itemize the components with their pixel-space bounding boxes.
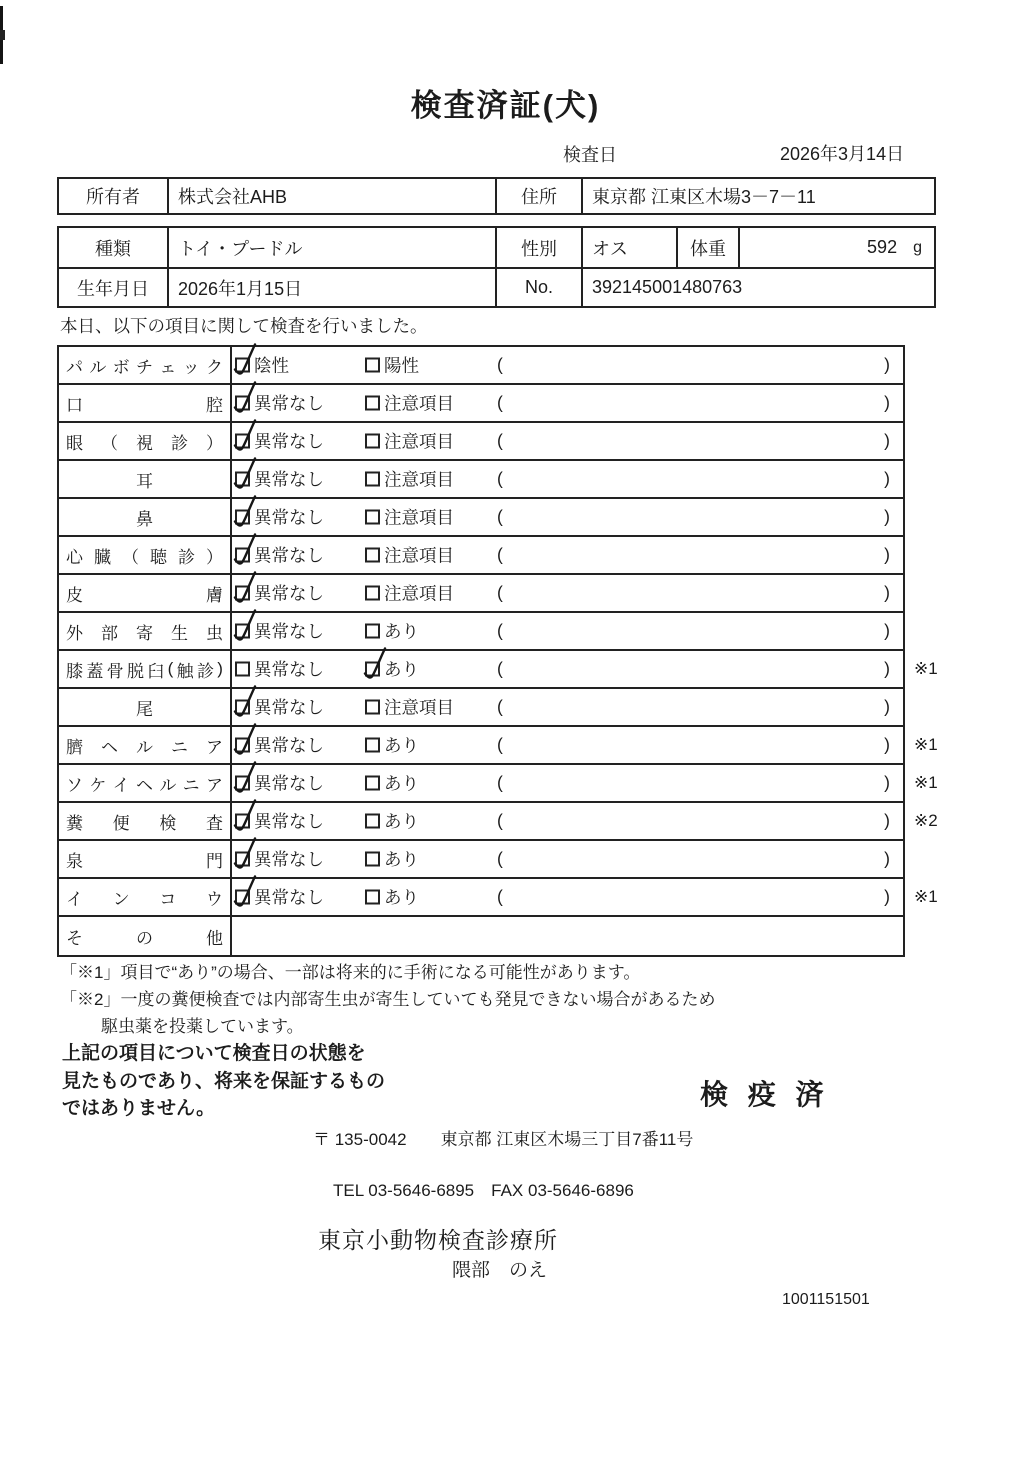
breed-value: トイ・プードル (169, 228, 497, 267)
option-1 (235, 733, 324, 758)
check-item-content (232, 461, 903, 497)
check-table-row (59, 575, 903, 613)
disclaimer-line-3: ではありません。 (62, 1098, 216, 1119)
remark-paren-open: ( (497, 810, 503, 831)
check-table-row (59, 917, 903, 955)
option-2-label: 注意項目 (384, 697, 454, 718)
check-item-content (232, 347, 903, 383)
remark-paren-open: ( (497, 392, 503, 413)
option-2 (365, 771, 419, 796)
option-1-label: 異常なし (254, 849, 324, 870)
option-1-label: 異常なし (254, 621, 324, 642)
footnote-marker: ※2 (914, 811, 938, 830)
clinic-address: 〒 135-0042 東京都 江東区木場三丁目7番11号 (313, 1130, 694, 1149)
footnote-2: 「※2」一度の糞便検査では内部寄生虫が寄生していても発見できない場合があるため (60, 990, 716, 1009)
option-2 (365, 467, 454, 492)
owner-label: 所有者 (59, 179, 169, 213)
owner-table (57, 177, 936, 215)
footnote-marker: ※1 (914, 773, 938, 792)
check-item-name: イ ン コ ウ (59, 879, 232, 915)
option-2-label: 陽性 (384, 355, 419, 376)
option-1-label: 異常なし (254, 545, 324, 566)
remark-paren-close: ) (884, 620, 890, 641)
option-2 (365, 657, 419, 682)
scan-edge-artifact-2 (0, 30, 5, 40)
option-2-label: 注意項目 (384, 431, 454, 452)
sex-label: 性別 (497, 228, 583, 267)
option-2-label: あり (384, 659, 419, 680)
check-item-content (232, 803, 903, 839)
option-2-label: あり (384, 773, 419, 794)
check-item-content (232, 841, 903, 877)
check-item-name: ソ ケ イ ヘ ル ニ ア (59, 765, 232, 801)
check-table-row (59, 499, 903, 537)
inspection-date-label: 検査日 (563, 145, 617, 165)
handwritten-check-icon (232, 874, 258, 910)
remark-paren-close: ) (884, 696, 890, 717)
remark-paren-open: ( (497, 582, 503, 603)
weight-unit: g (913, 238, 922, 256)
checkbox-option-2 (365, 738, 380, 753)
examiner-name: 隈部 のえ (452, 1260, 548, 1281)
weight-value: 592 (867, 237, 898, 257)
option-1-label: 異常なし (254, 659, 324, 680)
remark-paren-close: ) (884, 658, 890, 679)
check-item-content (232, 575, 903, 611)
remark-paren-open: ( (497, 696, 503, 717)
option-1 (235, 847, 324, 872)
option-2 (365, 543, 454, 568)
option-1 (235, 771, 324, 796)
option-2 (365, 391, 454, 416)
checkbox-option-1 (235, 814, 250, 829)
option-2-label: あり (384, 621, 419, 642)
remark-paren-close: ) (884, 734, 890, 755)
check-table-row (59, 651, 938, 689)
checkbox-option-1 (235, 624, 250, 639)
check-item-name: 糞 便 検 査 (59, 803, 232, 839)
handwritten-check-icon (232, 570, 258, 606)
checkbox-option-2 (365, 434, 380, 449)
option-1 (235, 581, 324, 606)
option-2 (365, 505, 454, 530)
remark-paren-open: ( (497, 506, 503, 527)
handwritten-check-icon (232, 798, 258, 834)
option-1-label: 異常なし (254, 735, 324, 756)
check-table-row (59, 423, 903, 461)
option-1-label: 異常なし (254, 811, 324, 832)
check-table-row (59, 765, 938, 803)
remark-paren-open: ( (497, 468, 503, 489)
remark-paren-close: ) (884, 392, 890, 413)
option-2-label: あり (384, 887, 419, 908)
address-value: 東京都 江東区木場3－7－11 (592, 187, 816, 207)
intro-text: 本日、以下の項目に関して検査を行いました。 (60, 316, 428, 336)
remark-paren-open: ( (497, 544, 503, 565)
check-table-row (59, 879, 938, 917)
remark-paren-close: ) (884, 886, 890, 907)
disclaimer-line-1: 上記の項目について検査日の状態を (62, 1043, 366, 1064)
remark-paren-open: ( (497, 734, 503, 755)
checkbox-option-1 (235, 662, 250, 677)
option-2-label: あり (384, 849, 419, 870)
remark-paren-open: ( (497, 620, 503, 641)
check-table-row (59, 537, 903, 575)
handwritten-check-icon (232, 494, 258, 530)
checkbox-option-1 (235, 890, 250, 905)
option-1 (235, 657, 324, 682)
pet-table (57, 226, 936, 308)
checkbox-option-2 (365, 662, 380, 677)
option-2 (365, 429, 454, 454)
sex-value: オス (583, 228, 678, 267)
checkbox-option-1 (235, 548, 250, 563)
option-2-label: 注意項目 (384, 583, 454, 604)
checkbox-option-1 (235, 776, 250, 791)
check-item-name: 眼 （ 視 診 ） (59, 423, 232, 459)
check-item-name: 鼻 (59, 499, 232, 535)
checkbox-option-2 (365, 700, 380, 715)
check-item-name: 臍 ヘ ル ニ ア (59, 727, 232, 763)
checkbox-option-2 (365, 814, 380, 829)
check-table-row (59, 385, 903, 423)
option-1 (235, 467, 324, 492)
option-2 (365, 885, 419, 910)
option-1 (235, 695, 324, 720)
check-item-name: 心 臓 （ 聴 診 ） (59, 537, 232, 573)
disclaimer-line-2: 見たものであり、将来を保証するもの (62, 1070, 386, 1092)
handwritten-check-icon (362, 646, 388, 682)
check-item-name: 膝 蓋 骨 脱 臼 ( 触 診 ) (59, 651, 232, 687)
option-1-label: 異常なし (254, 393, 324, 414)
remark-paren-open: ( (497, 772, 503, 793)
option-1 (235, 885, 324, 910)
handwritten-check-icon (232, 684, 258, 720)
birthdate-label: 生年月日 (59, 269, 169, 306)
check-item-name: そ の 他 (59, 917, 232, 955)
handwritten-check-icon (232, 342, 258, 378)
breed-label: 種類 (59, 228, 169, 267)
option-1-label: 異常なし (254, 583, 324, 604)
remark-paren-close: ) (884, 354, 890, 375)
checkbox-option-1 (235, 586, 250, 601)
checkbox-option-2 (365, 548, 380, 563)
check-table-row (59, 461, 903, 499)
pet-table-row-1 (59, 228, 934, 267)
option-2-label: あり (384, 735, 419, 756)
id-number-value: 392145001480763 (592, 277, 743, 297)
pet-table-row-2 (59, 267, 934, 306)
check-item-content (232, 917, 903, 955)
check-item-name: 口 腔 (59, 385, 232, 421)
footnote-1: 「※1」項目で“あり”の場合、一部は将来的に手術になる可能性があります。 (60, 963, 641, 982)
id-number-label: No. (497, 269, 583, 306)
handwritten-check-icon (232, 760, 258, 796)
option-2 (365, 809, 419, 834)
check-item-content (232, 879, 903, 915)
check-item-content (232, 499, 903, 535)
option-2-label: 注意項目 (384, 393, 454, 414)
option-1-label: 陰性 (254, 355, 289, 376)
remark-paren-open: ( (497, 886, 503, 907)
checkbox-option-2 (365, 890, 380, 905)
checkbox-option-1 (235, 434, 250, 449)
handwritten-check-icon (232, 456, 258, 492)
check-table-row (59, 347, 903, 385)
option-2-label: 注意項目 (384, 545, 454, 566)
checkbox-option-2 (365, 510, 380, 525)
check-item-content (232, 385, 903, 421)
check-item-name: 泉 門 (59, 841, 232, 877)
check-item-content (232, 689, 903, 725)
remark-paren-close: ) (884, 848, 890, 869)
document-number: 1001151501 (782, 1291, 870, 1308)
option-2 (365, 619, 419, 644)
handwritten-check-icon (232, 836, 258, 872)
check-item-name: 皮 膚 (59, 575, 232, 611)
owner-value: 株式会社AHB (169, 179, 497, 213)
option-1 (235, 809, 324, 834)
checkbox-option-1 (235, 358, 250, 373)
checkbox-option-2 (365, 852, 380, 867)
remark-paren-close: ) (884, 772, 890, 793)
remark-paren-open: ( (497, 354, 503, 375)
option-1 (235, 391, 324, 416)
handwritten-check-icon (232, 418, 258, 454)
remark-paren-close: ) (884, 468, 890, 489)
handwritten-check-icon (232, 380, 258, 416)
check-table-row (59, 613, 903, 651)
check-item-content (232, 765, 903, 801)
option-2 (365, 581, 454, 606)
option-1-label: 異常なし (254, 697, 324, 718)
remark-paren-close: ) (884, 810, 890, 831)
option-1 (235, 353, 289, 378)
checkbox-option-2 (365, 472, 380, 487)
option-1 (235, 543, 324, 568)
checkbox-option-2 (365, 396, 380, 411)
checkbox-option-1 (235, 396, 250, 411)
check-table (57, 345, 938, 957)
check-table-row (59, 803, 938, 841)
check-item-name: 耳 (59, 461, 232, 497)
option-1 (235, 505, 324, 530)
handwritten-check-icon (232, 608, 258, 644)
birthdate-value: 2026年1月15日 (169, 269, 497, 306)
handwritten-check-icon (232, 722, 258, 758)
check-item-content (232, 423, 903, 459)
option-1 (235, 429, 324, 454)
footnote-marker: ※1 (914, 735, 938, 754)
checkbox-option-1 (235, 510, 250, 525)
footnote-marker: ※1 (914, 887, 938, 906)
check-item-content (232, 613, 903, 649)
check-table-row (59, 727, 938, 765)
checkbox-option-1 (235, 738, 250, 753)
remark-paren-close: ) (884, 430, 890, 451)
quarantine-passed-stamp: 検 疫 済 (700, 1079, 830, 1110)
owner-table-row (59, 179, 934, 213)
check-table-row (59, 841, 903, 879)
check-item-content (232, 537, 903, 573)
option-1-label: 異常なし (254, 507, 324, 528)
check-item-name: パ ル ボ チ ェ ッ ク (59, 347, 232, 383)
checkbox-option-2 (365, 776, 380, 791)
disclaimer-paragraph (62, 1040, 385, 1123)
weight-label: 体重 (678, 228, 740, 267)
checkbox-option-1 (235, 700, 250, 715)
handwritten-check-icon (232, 532, 258, 568)
option-1-label: 異常なし (254, 431, 324, 452)
page-title: 検査済証(犬) (410, 88, 601, 123)
option-2 (365, 695, 454, 720)
option-1-label: 異常なし (254, 469, 324, 490)
remark-paren-close: ) (884, 582, 890, 603)
remark-paren-open: ( (497, 658, 503, 679)
weight-cell (740, 228, 934, 267)
clinic-tel-fax: TEL 03-5646-6895 FAX 03-5646-6896 (333, 1181, 634, 1200)
checkbox-option-2 (365, 358, 380, 373)
footnote-marker: ※1 (914, 659, 938, 678)
option-2-label: 注意項目 (384, 507, 454, 528)
option-2-label: あり (384, 811, 419, 832)
inspection-date-value: 2026年3月14日 (780, 144, 905, 164)
checkbox-option-1 (235, 852, 250, 867)
checkbox-option-2 (365, 624, 380, 639)
address-label: 住所 (497, 179, 583, 213)
option-2-label: 注意項目 (384, 469, 454, 490)
remark-paren-open: ( (497, 430, 503, 451)
option-1-label: 異常なし (254, 887, 324, 908)
check-item-content (232, 727, 903, 763)
check-item-name: 外 部 寄 生 虫 (59, 613, 232, 649)
option-1 (235, 619, 324, 644)
checkbox-option-1 (235, 472, 250, 487)
check-item-content (232, 651, 903, 687)
option-2 (365, 353, 419, 378)
checkbox-option-2 (365, 586, 380, 601)
option-1-label: 異常なし (254, 773, 324, 794)
check-table-row (59, 689, 903, 727)
remark-paren-close: ) (884, 506, 890, 527)
remark-paren-close: ) (884, 544, 890, 565)
check-item-name: 尾 (59, 689, 232, 725)
option-2 (365, 733, 419, 758)
remark-paren-open: ( (497, 848, 503, 869)
option-2 (365, 847, 419, 872)
clinic-name: 東京小動物検査診療所 (318, 1227, 558, 1253)
footnote-3: 駆虫薬を投薬しています。 (101, 1017, 304, 1036)
